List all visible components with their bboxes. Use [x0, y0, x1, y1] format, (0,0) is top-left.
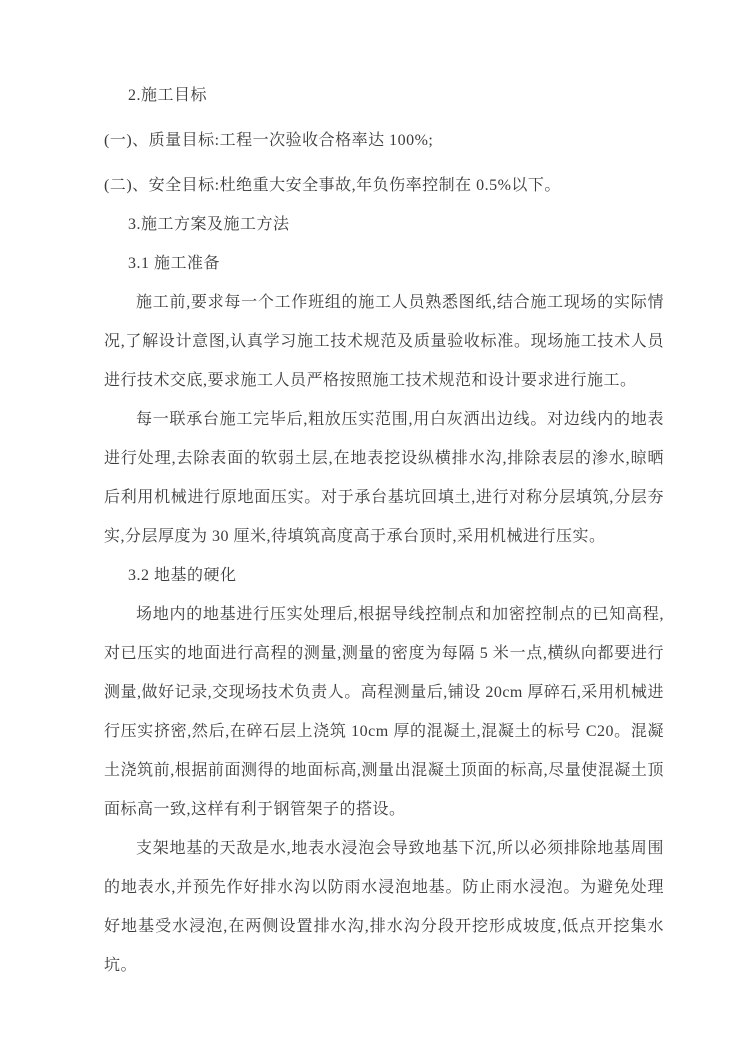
safety-goal-item: (二)、安全目标:杜绝重大安全事故,年负伤率控制在 0.5%以下。 — [104, 177, 561, 194]
paragraph-hardening: 场地内的地基进行压实处理后,根据导线控制点和加密控制点的已知高程,对已压实的地面进行高程的测量,测量的密度为每隔 5 米一点,横纵向都要进行测量,做好记录,交现场技术负责人。高程测量后,铺设 20cm 厚碎石,采用机械进行压实挤密,然后,在碎石层上浇筑 10cm 厚的混凝土,混凝土的标号 C20。混凝土浇筑前,根据前面测得的地面标高,测量出混凝土顶面的标高,尽量使混凝土顶面标高一致,这样有利于钢管架子的搭设。 — [104, 606, 664, 818]
paragraph-compaction: 每一联承台施工完毕后,粗放压实范围,用白灰洒出边线。对边线内的地表进行处理,去除表面的软弱土层,在地表挖设纵横排水沟,排除表层的渗水,晾晒后利用机械进行原地面压实。对于承台基坑回填土,进行对称分层填筑,分层夯实,分层厚度为 30 厘米,待填筑高度高于承台顶时,采用机械进行压实。 — [104, 411, 664, 545]
subsection-heading-preparation: 3.1 施工准备 — [128, 255, 221, 272]
subsection-heading-foundation-hardening: 3.2 地基的硬化 — [128, 567, 237, 584]
paragraph-drainage: 支架地基的天敌是水,地表水浸泡会导致地基下沉,所以必须排除地基周围的地表水,并预先作好排水沟以防雨水浸泡地基。防止雨水浸泡。为避免处理好地基受水浸泡,在两侧设置排水沟,排水沟分段开挖形成坡度,低点开挖集水坑。 — [104, 840, 664, 974]
paragraph-preparation: 施工前,要求每一个工作班组的施工人员熟悉图纸,结合施工现场的实际情况,了解设计意图,认真学习施工技术规范及质量验收标准。现场施工技术人员进行技术交底,要求施工人员严格按照施工技术规范和设计要求进行施工。 — [104, 294, 664, 389]
section-heading-construction-goals: 2.施工目标 — [128, 87, 208, 104]
section-heading-scheme-and-methods: 3.施工方案及施工方法 — [128, 216, 290, 233]
quality-goal-item: (一)、质量目标:工程一次验收合格率达 100%; — [104, 132, 434, 149]
